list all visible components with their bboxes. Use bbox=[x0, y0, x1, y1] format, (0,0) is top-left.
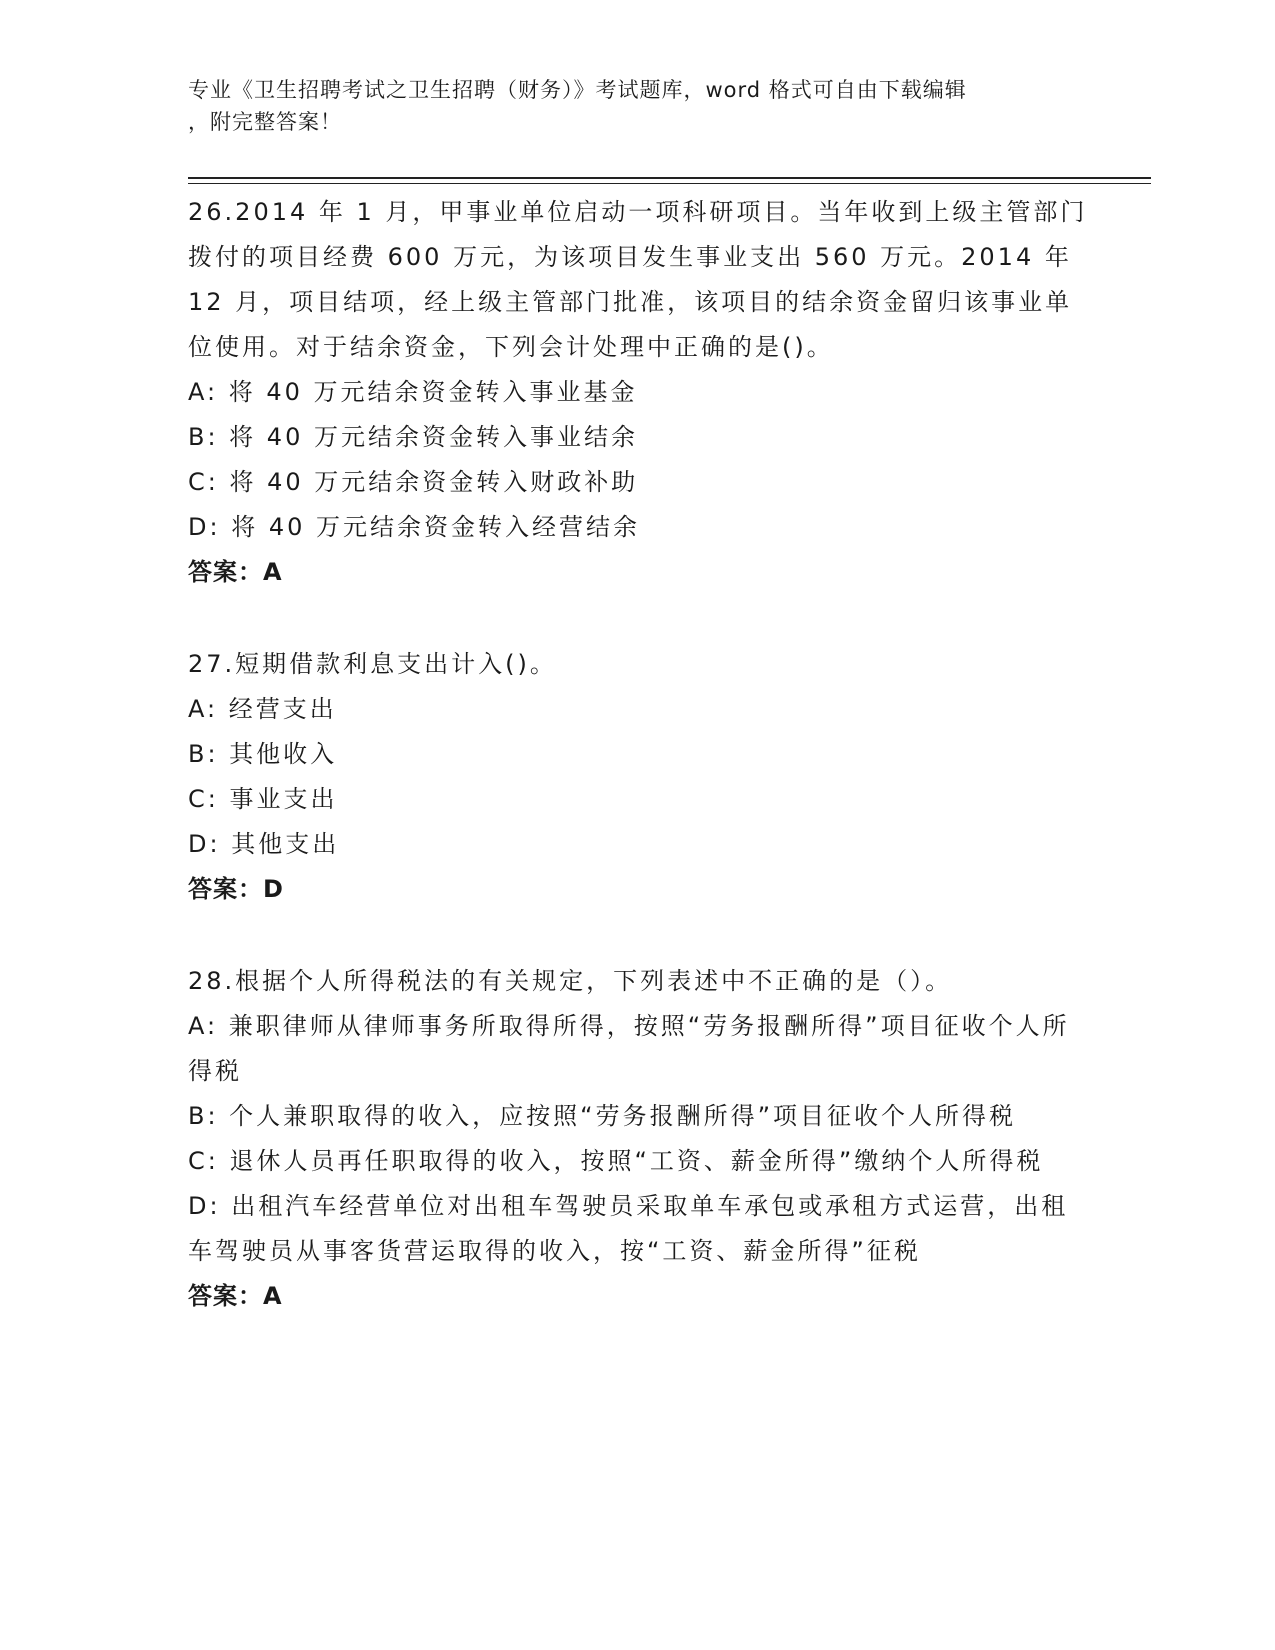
option-b: B: 个人兼职取得的收入，应按照“劳务报酬所得”项目征收个人所得税 bbox=[188, 1102, 1017, 1130]
header-divider-thick bbox=[188, 177, 1151, 179]
answer-line: 答案：A bbox=[188, 558, 283, 586]
question-text: 28.根据个人所得税法的有关规定，下列表述中不正确的是（）。 bbox=[188, 967, 953, 995]
header-line-1: 专业《卫生招聘考试之卫生招聘（财务）》考试题库，word 格式可自由下载编辑 bbox=[188, 78, 967, 102]
answer-line: 答案：D bbox=[188, 875, 284, 903]
option-d: D: 其他支出 bbox=[188, 830, 340, 858]
header-line-2: ，附完整答案！ bbox=[188, 110, 342, 134]
question-28 bbox=[188, 959, 1088, 1319]
option-d: D: 将 40 万元结余资金转入经营结余 bbox=[188, 513, 640, 541]
answer-line: 答案：A bbox=[188, 1282, 283, 1310]
question-text: 26.2014 年 1 月，甲事业单位启动一项科研项目。当年收到上级主管部门拨付的项目经费 600 万元，为该项目发生事业支出 560 万元。2014 年 12 月，项目结项，经上级主管部门批准，该项目的结余资金留归该事业单位使用。对于结余资金，下列会计处理中正确的是()。 bbox=[188, 198, 1088, 361]
question-26 bbox=[188, 190, 1088, 595]
option-a: A: 经营支出 bbox=[188, 695, 337, 723]
option-b: B: 其他收入 bbox=[188, 740, 338, 768]
option-a: A: 兼职律师从律师事务所取得所得，按照“劳务报酬所得”项目征收个人所得税 bbox=[188, 1012, 1070, 1085]
question-list bbox=[188, 190, 1088, 1319]
option-c: C: 退休人员再任职取得的收入，按照“工资、薪金所得”缴纳个人所得税 bbox=[188, 1147, 1044, 1175]
option-d: D: 出租汽车经营单位对出租车驾驶员采取单车承包或承租方式运营，出租车驾驶员从事客货营运取得的收入，按“工资、薪金所得”征税 bbox=[188, 1192, 1069, 1265]
option-b: B: 将 40 万元结余资金转入事业结余 bbox=[188, 423, 638, 451]
question-27 bbox=[188, 642, 1088, 912]
document-header bbox=[188, 74, 1088, 138]
option-c: C: 事业支出 bbox=[188, 785, 338, 813]
question-text: 27.短期借款利息支出计入()。 bbox=[188, 650, 557, 678]
option-c: C: 将 40 万元结余资金转入财政补助 bbox=[188, 468, 639, 496]
header-divider-thin bbox=[188, 183, 1151, 184]
option-a: A: 将 40 万元结余资金转入事业基金 bbox=[188, 378, 638, 406]
